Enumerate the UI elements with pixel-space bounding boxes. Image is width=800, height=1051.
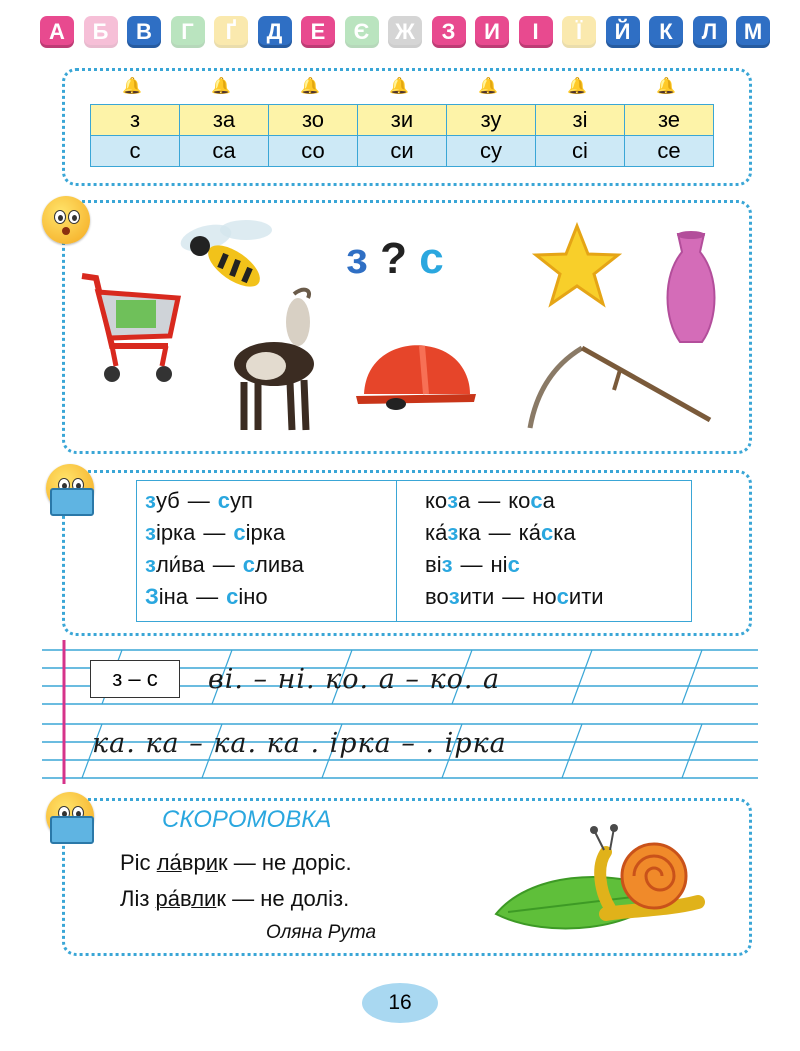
word-part: іно (238, 584, 268, 609)
syllable-cell: с (91, 136, 180, 167)
highlighted-letter: з (447, 520, 459, 545)
alphabet-letter: К (649, 16, 683, 48)
highlighted-letter: с (507, 552, 520, 577)
author-name: Оляна Рута (266, 922, 377, 943)
highlighted-letter: з (441, 552, 453, 577)
open-book-icon (50, 488, 94, 516)
highlighted-letter: з (447, 488, 459, 513)
word-part: а (458, 488, 471, 513)
snail-on-leaf-icon (488, 822, 714, 942)
word-pairs-right-column (397, 481, 691, 621)
page-number: 16 (362, 983, 438, 1023)
bell-icon: 🔔 (478, 78, 498, 95)
handwriting-line-2: ка. ка – ка. ка . ірка – . ірка (92, 728, 507, 759)
alphabet-letter: В (127, 16, 161, 48)
alphabet-letter: Ж (388, 16, 422, 48)
highlighted-letter: с (242, 552, 255, 577)
word-pair (425, 549, 691, 581)
dash: — (488, 520, 511, 545)
dash: — (460, 552, 483, 577)
z-s-label: з – с (90, 660, 180, 698)
dash: — (203, 520, 226, 545)
alphabet-letter: Л (693, 16, 727, 48)
handwriting-line-1: ві. – ні. ко. а – ко. а (208, 664, 501, 695)
word-pair (145, 485, 396, 517)
picture-question (346, 234, 444, 284)
word-pair (145, 517, 396, 549)
highlighted-letter: с (540, 520, 554, 545)
bell-icon: 🔔 (567, 78, 587, 95)
letter-s-question: с (419, 234, 444, 283)
word-part: лива (255, 552, 304, 577)
highlighted-letter: з (448, 584, 460, 609)
tt1-underlined-2: и (205, 850, 218, 875)
open-book-icon-2 (50, 816, 94, 844)
dash: — (187, 488, 210, 513)
question-mark: ? (380, 234, 407, 283)
tt2-part-b: в (180, 886, 192, 911)
bell-icon: 🔔 (211, 78, 231, 95)
word-part: ка (553, 520, 576, 545)
highlighted-letter: с (226, 584, 239, 609)
syllable-cell: зе (625, 105, 714, 136)
bell-icon: 🔔 (656, 78, 676, 95)
syllable-cell: з (91, 105, 180, 136)
highlighted-letter: с (556, 584, 569, 609)
tongue-twister-title: СКОРОМОВКА (162, 806, 332, 833)
word-part: ити (568, 584, 604, 609)
alphabet-letter: Є (345, 16, 379, 48)
alphabet-letter: Д (258, 16, 292, 48)
syllable-cell: су (447, 136, 536, 167)
alphabet-letter: Г (171, 16, 205, 48)
vase-icon (660, 230, 722, 348)
alphabet-letter: Ї (562, 16, 596, 48)
bell-icon: 🔔 (122, 78, 142, 95)
helmet-icon (352, 338, 482, 414)
word-part: ли́ва (155, 552, 205, 577)
highlighted-letter: з (145, 552, 156, 577)
word-part: уп (230, 488, 253, 513)
tt1-part-a: Ріс (120, 850, 157, 875)
alphabet-letter: Ґ (214, 16, 248, 48)
tt1-part-b: вр (181, 850, 206, 875)
word-pair (425, 581, 691, 613)
word-pair (145, 549, 396, 581)
dash: — (212, 552, 235, 577)
word-part: ні (490, 552, 508, 577)
syllable-cell: за (180, 105, 269, 136)
dash: — (502, 584, 525, 609)
word-part: но (532, 584, 557, 609)
alphabet-letter: І (519, 16, 553, 48)
syllable-cell: со (269, 136, 358, 167)
alphabet-letter: Б (84, 16, 118, 48)
alphabet-letter: А (40, 16, 74, 48)
syllable-cell: зу (447, 105, 536, 136)
syllable-cell: зи (358, 105, 447, 136)
tt1-underlined-1: ла́ (156, 850, 182, 875)
alphabet-letter: З (432, 16, 466, 48)
tt1-part-c: к — не доріс. (218, 850, 352, 875)
alphabet-strip (40, 16, 770, 52)
handwriting-lines (42, 636, 758, 784)
syllable-cell: се (625, 136, 714, 167)
word-pairs-table (136, 480, 692, 622)
word-pair (425, 517, 691, 549)
alphabet-letter: Е (301, 16, 335, 48)
syllable-cell: зі (536, 105, 625, 136)
letter-z-question: з (346, 234, 368, 283)
word-part: ко (508, 488, 531, 513)
syllable-cell: сі (536, 136, 625, 167)
word-part: уб (155, 488, 180, 513)
word-part: ірка (245, 520, 286, 545)
goat-icon (228, 286, 334, 440)
highlighted-letter: с (233, 520, 246, 545)
highlighted-letter: с (217, 488, 231, 513)
highlighted-letter: з (145, 520, 156, 545)
word-part: ірка (155, 520, 196, 545)
word-part: ити (459, 584, 495, 609)
syllable-cell: са (180, 136, 269, 167)
alphabet-letter: Й (606, 16, 640, 48)
tt2-underlined-2: ли (191, 886, 217, 911)
syllable-table (90, 104, 714, 167)
bell-icon: 🔔 (389, 78, 409, 95)
word-part: ка́ (518, 520, 541, 545)
syllable-row-s (91, 136, 714, 167)
thinking-face-icon (42, 196, 90, 244)
word-part: ка (458, 520, 481, 545)
word-pairs-left-column (137, 481, 397, 621)
wasp-icon (176, 212, 276, 296)
word-part: іна (158, 584, 189, 609)
syllable-cell: си (358, 136, 447, 167)
highlighted-letter: з (145, 488, 156, 513)
word-part: а (542, 488, 555, 513)
word-pair (425, 485, 691, 517)
tt2-underlined-1: ра́ (155, 886, 181, 911)
tt2-part-c: к — не доліз. (216, 886, 350, 911)
dash: — (478, 488, 501, 513)
highlighted-letter: с (530, 488, 543, 513)
tongue-twister-line-2 (120, 886, 349, 912)
word-pair (145, 581, 396, 613)
tongue-twister-line-1 (120, 850, 352, 876)
dash: — (196, 584, 219, 609)
tt2-part-a: Ліз (120, 886, 156, 911)
syllable-cell: зо (269, 105, 358, 136)
word-part: ка́ (425, 520, 448, 545)
highlighted-letter: З (145, 584, 159, 609)
word-part: во (425, 584, 449, 609)
scythe-icon (522, 340, 716, 436)
word-part: ві (425, 552, 442, 577)
syllable-row-z (91, 105, 714, 136)
bell-icon: 🔔 (300, 78, 320, 95)
star-icon (532, 222, 622, 308)
alphabet-letter: М (736, 16, 770, 48)
shopping-cart-icon (72, 262, 190, 392)
alphabet-letter: И (475, 16, 509, 48)
word-part: ко (425, 488, 448, 513)
